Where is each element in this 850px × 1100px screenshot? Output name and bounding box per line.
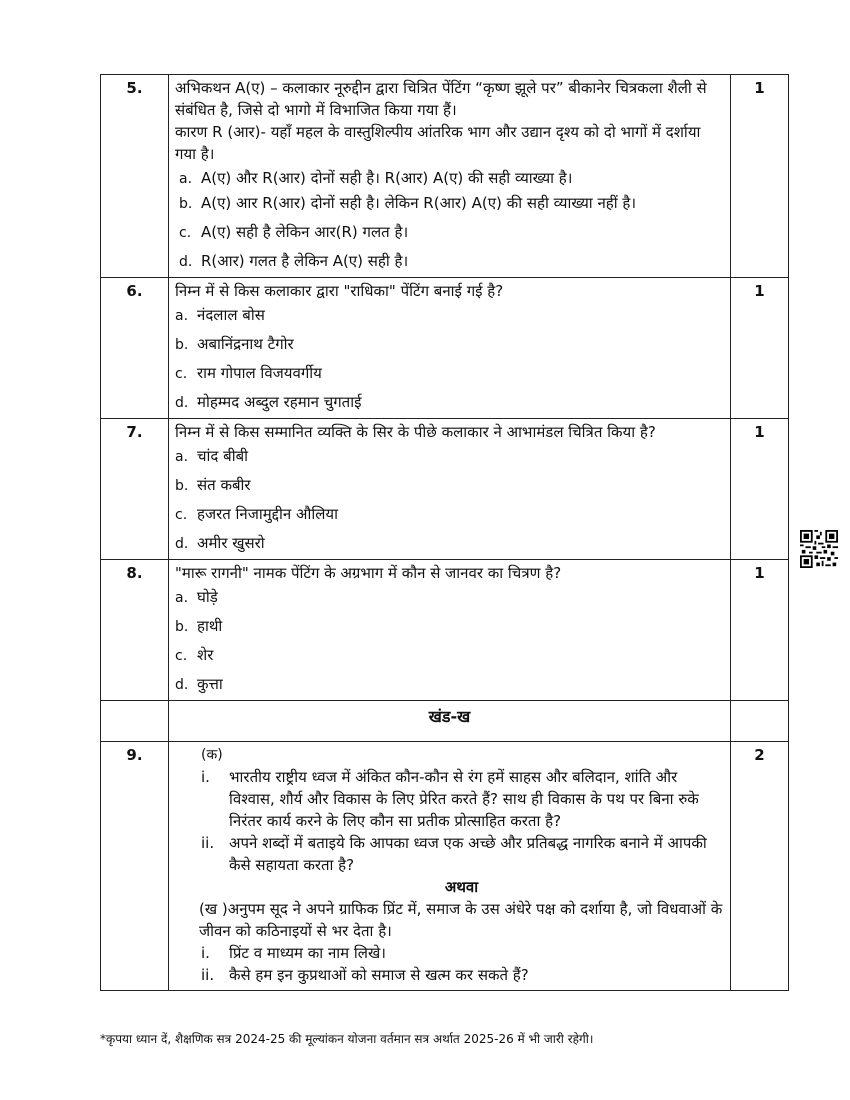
item-text: अपने शब्दों में बताइये कि आपका ध्वज एक अच्छे और प्रतिबद्ध नागरिक बनाने में आपकी कैसे सहायता करता है? — [229, 834, 707, 874]
option-text: अमीर खुसरो — [197, 534, 265, 552]
option-d — [175, 532, 724, 555]
part-b-item — [199, 964, 724, 986]
item-label: i. — [201, 944, 210, 962]
option-text: शेर — [197, 646, 214, 664]
option-text: चांद बीबी — [197, 447, 249, 465]
question-number: 7. — [101, 419, 169, 560]
part-a-label: (क) — [201, 747, 223, 763]
option-c — [175, 362, 724, 385]
option-label: c. — [175, 507, 188, 523]
option-label: c. — [175, 648, 188, 664]
option-text: A(ए) आर R(आर) दोनों सही है। लेकिन R(आर) A(ए) की सही व्याख्या नहीं है। — [201, 194, 637, 212]
option-label: b. — [179, 196, 193, 212]
question-row-9 — [101, 742, 789, 991]
option-label: b. — [175, 619, 189, 635]
option-label: b. — [175, 478, 189, 494]
question-text: निम्न में से किस कलाकार द्वारा "राधिका" पेंटिंग बनाई गई है? — [175, 282, 504, 300]
question-row-7 — [101, 419, 789, 560]
marks-value: 1 — [731, 419, 789, 560]
option-d — [175, 391, 724, 414]
option-text: अबानिंद्रनाथ टैगोर — [197, 335, 294, 353]
option-text: संत कबीर — [197, 476, 251, 494]
option-text: राम गोपाल विजयवर्गीय — [197, 364, 322, 382]
option-a — [175, 586, 724, 609]
option-b — [179, 192, 724, 215]
option-b — [175, 615, 724, 638]
option-label: a. — [175, 449, 189, 465]
option-label: a. — [175, 590, 189, 606]
option-c — [175, 644, 724, 667]
section-row — [101, 701, 789, 742]
question-text: निम्न में से किस सम्मानित व्यक्ति के सिर के पीछे कलाकार ने आभामंडल चित्रित किया है? — [175, 423, 656, 441]
item-label: i. — [201, 768, 210, 786]
option-b — [175, 333, 724, 356]
option-label: d. — [175, 677, 189, 693]
option-label: c. — [175, 366, 188, 382]
question-body — [169, 278, 731, 419]
question-body — [169, 560, 731, 701]
option-text: मोहम्मद अब्दुल रहमान चुगताई — [197, 393, 362, 411]
option-text: A(ए) सही है लेकिन आर(R) गलत है। — [201, 223, 409, 241]
part-b-item — [199, 942, 724, 964]
option-label: d. — [179, 254, 193, 270]
question-number: 5. — [101, 75, 169, 278]
item-label: ii. — [201, 834, 215, 852]
question-body — [169, 419, 731, 560]
question-number: 8. — [101, 560, 169, 701]
option-text: हजरत निजामुद्दीन औलिया — [197, 505, 338, 523]
option-text: नंदलाल बोस — [197, 306, 265, 324]
option-c — [175, 503, 724, 526]
question-body — [169, 742, 731, 991]
part-b-text: (ख )अनुपम सूद ने अपने ग्राफिक प्रिंट में, समाज के उस अंधेरे पक्ष को दर्शाया है, जो विधवाओं के जीवन को कठिनाइयों से भर देता है। — [199, 900, 723, 940]
option-label: d. — [175, 395, 189, 411]
option-text: कुत्ता — [197, 675, 223, 693]
option-label: a. — [179, 171, 193, 187]
option-text: हाथी — [197, 617, 223, 635]
option-a — [179, 167, 724, 190]
item-text: कैसे हम इन कुप्रथाओं को समाज से खत्म कर सकते हैं? — [229, 966, 529, 984]
option-text: R(आर) गलत है लेकिन A(ए) सही है। — [201, 252, 409, 270]
assertion-text: अभिकथन A(ए) – कलाकार नूरुद्दीन द्वारा चित्रित पेंटिंग “कृष्ण झूले पर” बीकानेर चित्रकला शैली से संबंधित है, जिसे दो भागो में विभाजित किया गया हैं। — [175, 79, 707, 119]
footnote: *कृपया ध्यान दें, शैक्षणिक सत्र 2024-25 की मूल्यांकन योजना वर्तमान सत्र अर्थात 2025-26 में भी जारी रहेगी। — [100, 1032, 594, 1046]
question-body — [169, 75, 731, 278]
part-a-item — [199, 766, 724, 832]
option-c — [179, 221, 724, 244]
option-a — [175, 445, 724, 468]
question-row-8 — [101, 560, 789, 701]
option-label: b. — [175, 337, 189, 353]
option-label: a. — [175, 308, 189, 324]
question-table — [100, 74, 789, 991]
item-text: प्रिंट व माध्यम का नाम लिखे। — [229, 944, 386, 962]
item-text: भारतीय राष्ट्रीय ध्वज में अंकित कौन-कौन से रंग हमें साहस और बलिदान, शांति और विश्वास, शौर्य और विकास के लिए प्रेरित करते हैं? साथ ही विकास के पथ पर बिना रुके निरंतर कार्य करने के लिए कौन सा प्रतीक प्रोत्साहित करता है? — [229, 768, 699, 830]
question-text: "मारू रागनी" नामक पेंटिंग के अग्रभाग में कौन से जानवर का चित्रण है? — [175, 564, 562, 582]
option-a — [175, 304, 724, 327]
empty-cell — [731, 701, 789, 742]
empty-cell — [101, 701, 169, 742]
qr-code-icon — [800, 530, 838, 568]
question-number: 9. — [101, 742, 169, 991]
reason-text: कारण R (आर)- यहाँ महल के वास्तुशिल्पीय आंतरिक भाग और उद्यान दृश्य को दो भागों में दर्शाया गया है। — [175, 123, 701, 163]
section-title: खंड-ख — [169, 701, 731, 742]
or-label: अथवा — [444, 878, 479, 896]
question-row-6 — [101, 278, 789, 419]
marks-value: 1 — [731, 560, 789, 701]
option-label: d. — [175, 536, 189, 552]
part-a-item — [199, 832, 724, 876]
option-d — [175, 673, 724, 696]
question-row-5 — [101, 75, 789, 278]
marks-value: 1 — [731, 75, 789, 278]
question-number: 6. — [101, 278, 169, 419]
option-text: घोड़े — [197, 588, 218, 606]
option-d — [179, 250, 724, 273]
option-text: A(ए) और R(आर) दोनों सही है। R(आर) A(ए) की सही व्याख्या है। — [201, 169, 573, 187]
option-label: c. — [179, 225, 192, 241]
option-b — [175, 474, 724, 497]
item-label: ii. — [201, 966, 215, 984]
marks-value: 1 — [731, 278, 789, 419]
marks-value: 2 — [731, 742, 789, 991]
